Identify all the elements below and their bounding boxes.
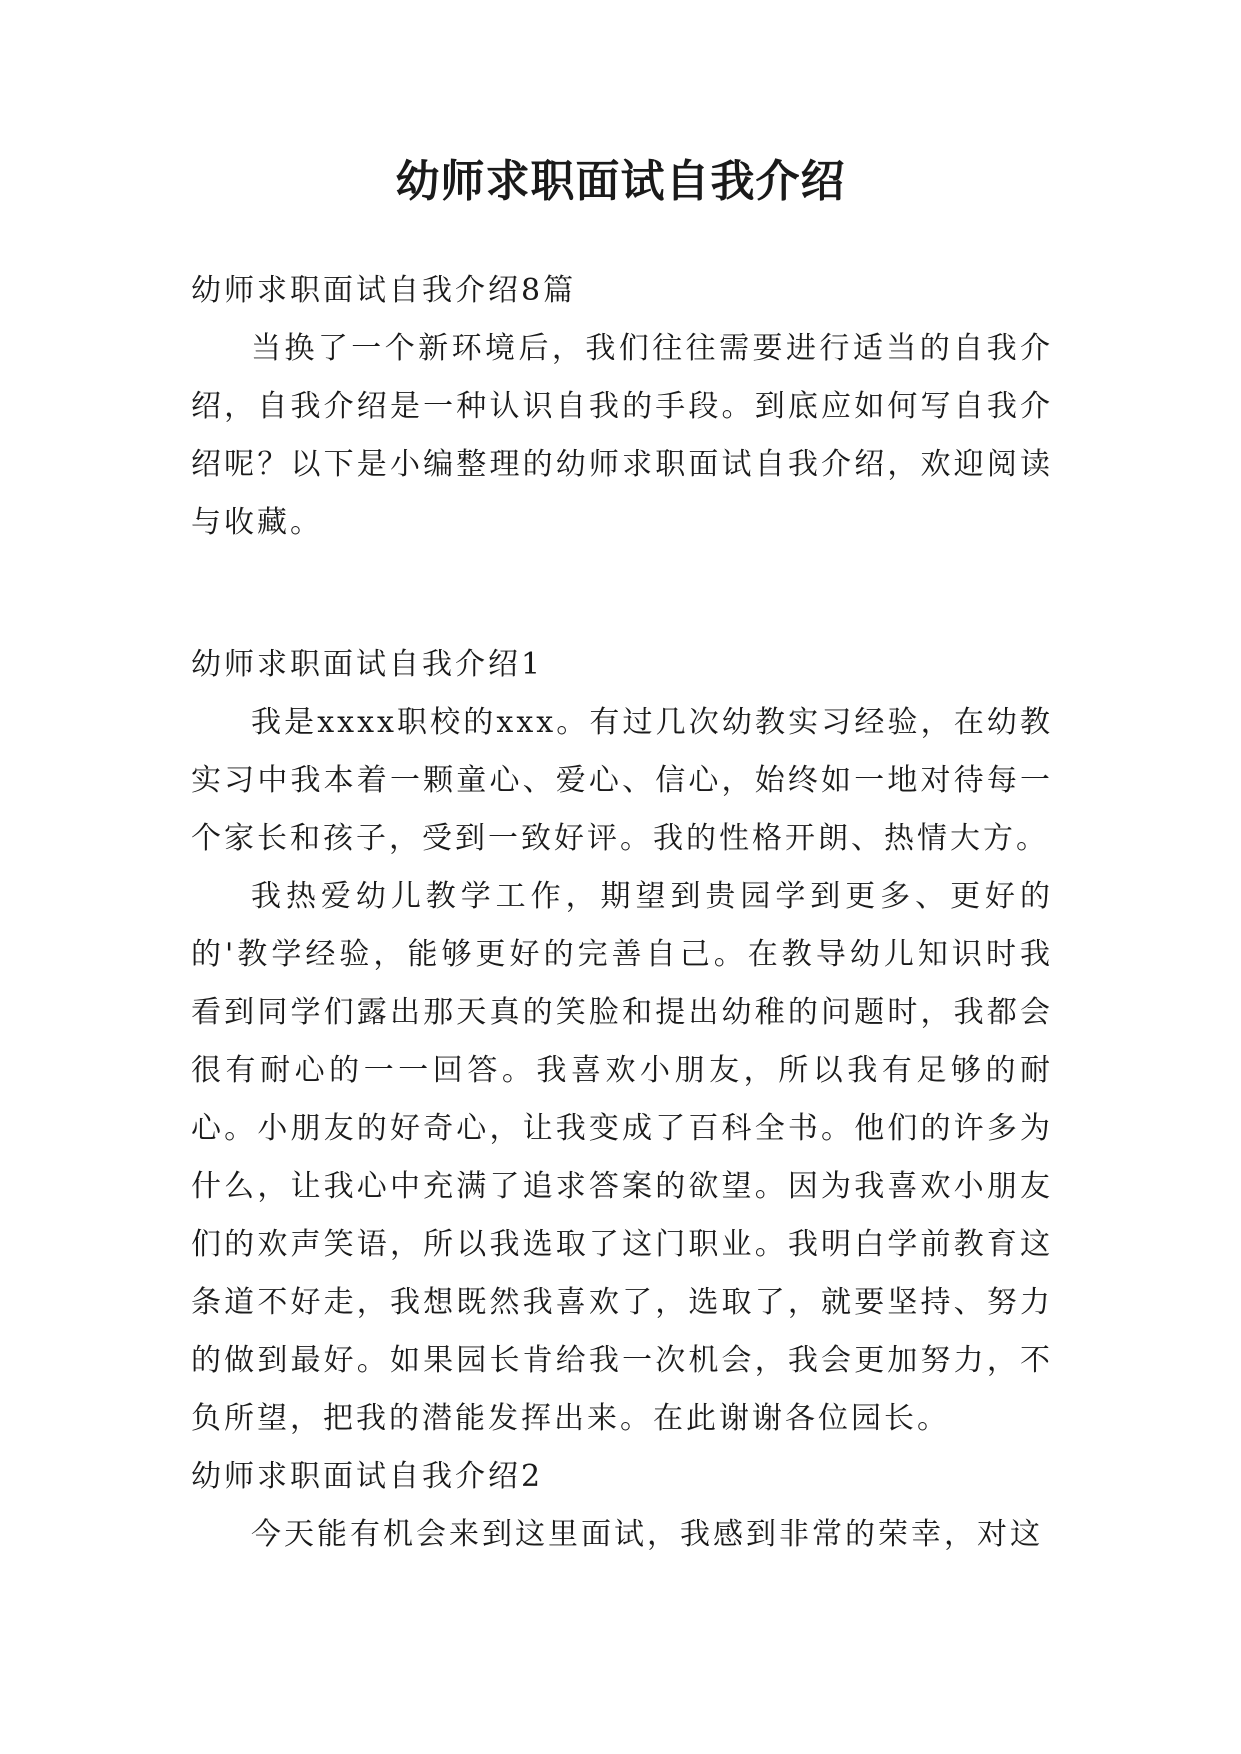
intro-block: [191, 262, 1053, 552]
section-paragraph: 我是xxxx职校的xxx。有过几次幼教实习经验，在幼教实习中我本着一颗童心、爱心、信心，始终如一地对待每一个家长和孩子，受到一致好评。我的性格开朗、热情大方。: [191, 705, 1053, 856]
section-paragraph: 今天能有机会来到这里面试，我感到非常的荣幸，对这: [251, 1517, 1043, 1552]
section-heading: 幼师求职面试自我介绍2: [191, 1459, 544, 1494]
section-1: [191, 636, 1053, 1564]
intro-paragraph: 当换了一个新环境后，我们往往需要进行适当的自我介绍，自我介绍是一种认识自我的手段。到底应如何写自我介绍呢？以下是小编整理的幼师求职面试自我介绍，欢迎阅读与收藏。: [191, 331, 1053, 540]
document-subtitle: 幼师求职面试自我介绍8篇: [191, 273, 577, 308]
section-heading: 幼师求职面试自我介绍1: [191, 647, 544, 682]
section-paragraph: 我热爱幼儿教学工作，期望到贵园学到更多、更好的的'教学经验，能够更好的完善自己。在教导幼儿知识时我看到同学们露出那天真的笑脸和提出幼稚的问题时，我都会很有耐心的一一回答。我喜欢小朋友，所以我有足够的耐心。小朋友的好奇心，让我变成了百科全书。他们的许多为什么，让我心中充满了追求答案的欲望。因为我喜欢小朋友们的欢声笑语，所以我选取了这门职业。我明白学前教育这条道不好走，我想既然我喜欢了，选取了，就要坚持、努力的做到最好。如果园长肯给我一次机会，我会更加努力，不负所望，把我的潜能发挥出来。在此谢谢各位园长。: [191, 879, 1053, 1436]
document-title: 幼师求职面试自我介绍: [395, 156, 846, 207]
